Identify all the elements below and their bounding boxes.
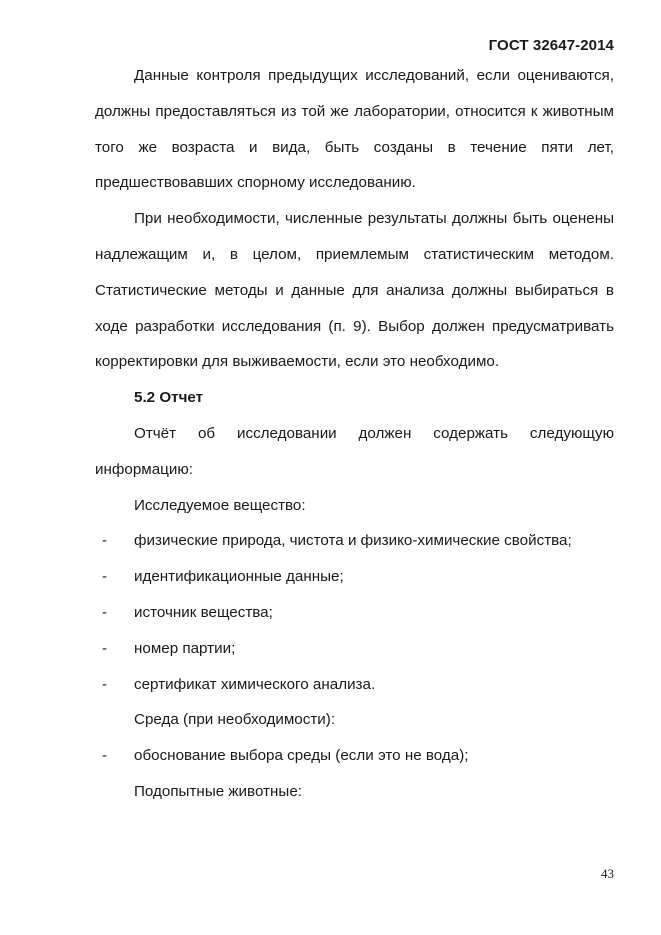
bullet-dash: - <box>102 603 108 621</box>
bullet-dash: - <box>102 639 108 657</box>
bullet-dash: - <box>102 747 108 765</box>
test-substance-label: Исследуемое вещество: <box>134 496 306 514</box>
vehicle-label: Среда (при необходимости): <box>134 711 336 729</box>
paragraph-statistics: При необходимости, численные результаты должны быть оценены надлежащим и, в целом, приемлемым статистическим методом. Статистические методы и данные для анализа должны выбираться в ходе разработки исследования (п. 9). Выбор должен предусматривать корректировки для выживаемости, если это необходимо. <box>95 210 614 371</box>
list-item <box>95 523 614 559</box>
list-item-text: идентификационные данные; <box>134 568 344 586</box>
list-item-text: номер партии; <box>134 639 236 657</box>
section-heading-report: 5.2 Отчет <box>134 389 204 407</box>
body-text <box>95 58 614 810</box>
list-item <box>95 559 614 595</box>
paragraph-control-data: Данные контроля предыдущих исследований, если оцениваются, должны предоставляться из той же лаборатории, относится к животным того же возраста и вида, быть созданы в течение пяти лет, предшествовавших спорному исследованию. <box>95 67 614 192</box>
document-code-header: ГОСТ 32647-2014 <box>488 37 614 54</box>
paragraph-report-contents: Отчёт об исследовании должен содержать следующую информацию: <box>95 424 614 478</box>
list-item <box>95 595 614 631</box>
list-item-text: обоснование выбора среды (если это не вода); <box>134 747 469 765</box>
bullet-dash: - <box>102 675 108 693</box>
page-number: 43 <box>601 866 614 881</box>
list-item-text: источник вещества; <box>134 603 273 621</box>
bullet-dash: - <box>102 568 108 586</box>
test-animals-label: Подопытные животные: <box>134 782 302 800</box>
list-item <box>95 631 614 667</box>
list-item <box>95 738 614 774</box>
list-item-text: физические природа, чистота и физико-химические свойства; <box>134 532 572 550</box>
list-item-text: сертификат химического анализа. <box>134 675 376 693</box>
list-item <box>95 667 614 703</box>
bullet-dash: - <box>102 532 108 550</box>
